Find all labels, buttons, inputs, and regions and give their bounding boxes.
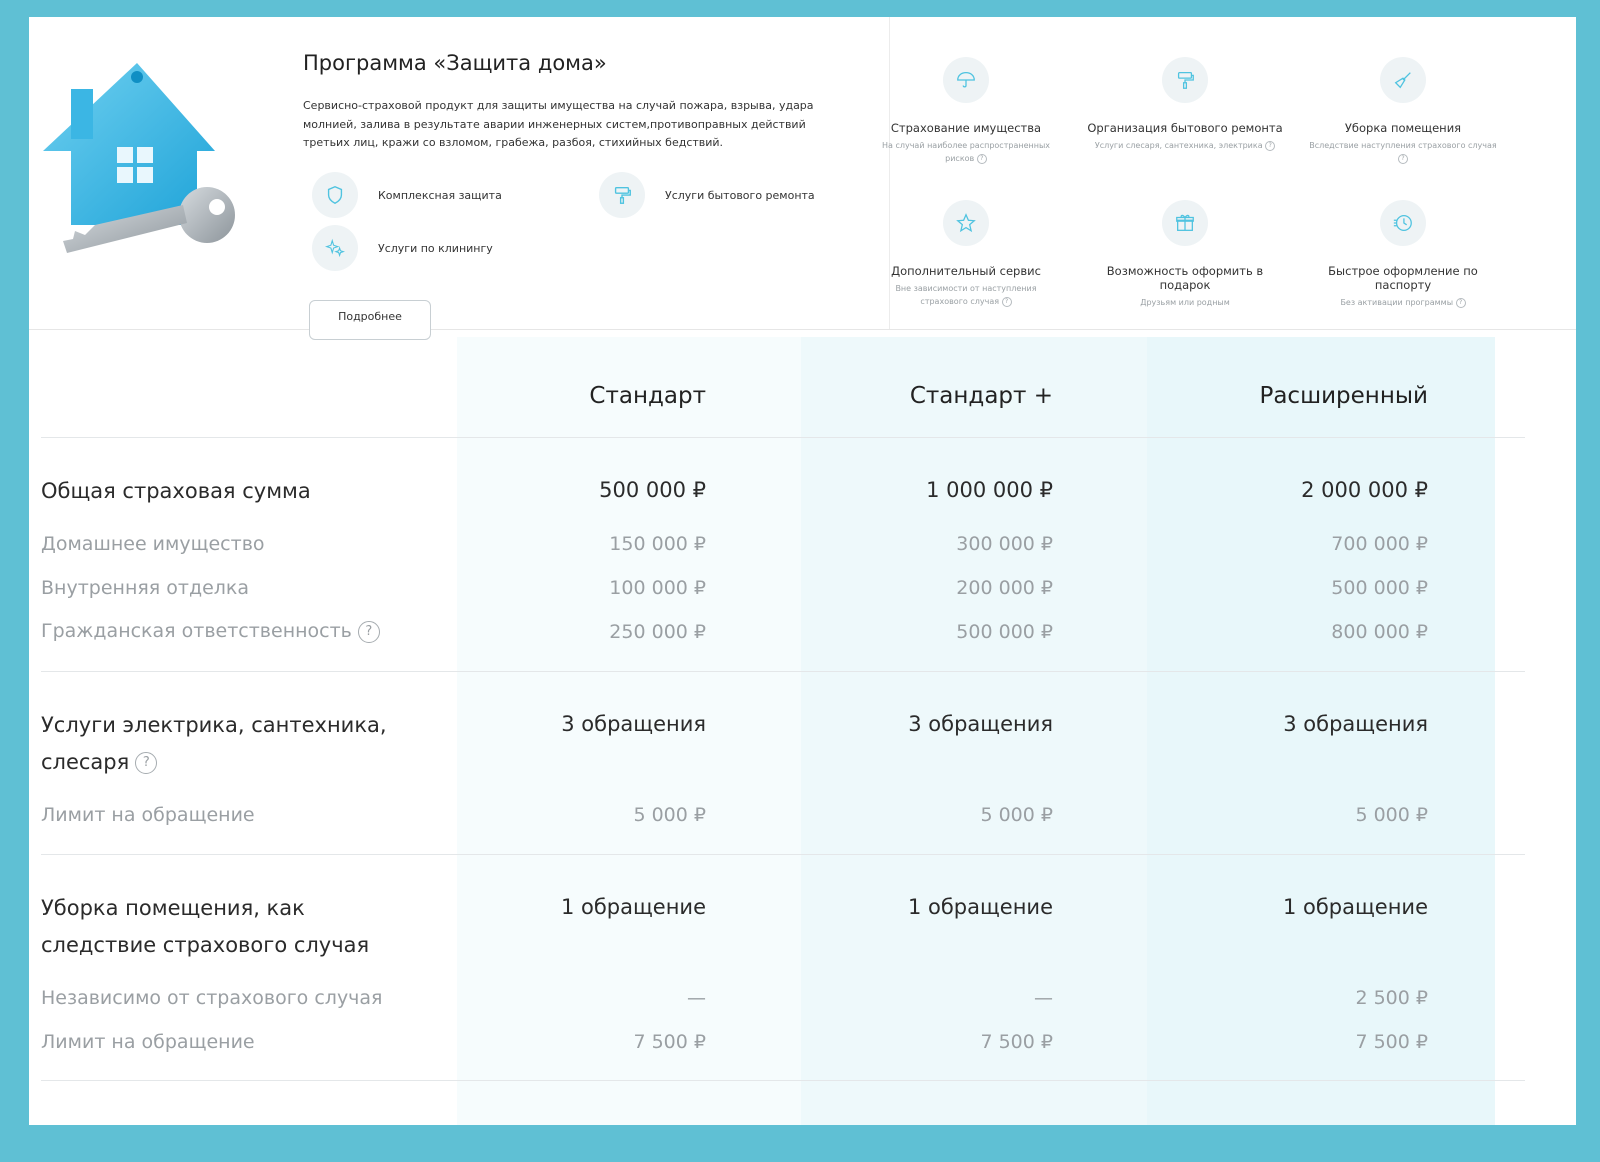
service-subtitle: Вследствие наступления страхового случая ? — [1309, 141, 1497, 162]
star-icon — [943, 200, 989, 246]
program-title: Программа «Защита дома» — [303, 51, 607, 75]
service-title: Страхование имущества — [890, 121, 1042, 135]
service-property-insurance — [866, 57, 1066, 165]
row-cleaning-label: Уборка помещения, как следствие страхового случая — [41, 896, 370, 957]
shield-icon — [312, 172, 358, 218]
row-finish-label: Внутренняя отделка — [41, 577, 250, 599]
cleaning-limit-standard-plus: 7 500 ₽ — [980, 1031, 1053, 1053]
feature-complex-protection — [312, 172, 502, 218]
finish-standard-plus: 200 000 ₽ — [956, 577, 1053, 599]
service-subtitle: Вне зависимости от наступления страхового случая ? — [895, 284, 1037, 306]
more-button[interactable]: Подробнее — [309, 300, 431, 340]
home-standard-plus: 300 000 ₽ — [956, 533, 1053, 555]
cleaning-limit-standard: 7 500 ₽ — [633, 1031, 706, 1053]
row-cleaning-limit-label: Лимит на обращение — [41, 1031, 255, 1053]
program-info — [29, 17, 890, 329]
service-title: Дополнительный сервис — [891, 264, 1041, 278]
divider — [41, 437, 1525, 438]
independent-standard-plus: — — [1034, 987, 1053, 1009]
repair-extended: 3 обращения — [1283, 712, 1428, 736]
cleaning-limit-extended: 7 500 ₽ — [1355, 1031, 1428, 1053]
help-icon[interactable]: ? — [358, 621, 380, 643]
finish-extended: 500 000 ₽ — [1331, 577, 1428, 599]
repair-limit-standard: 5 000 ₽ — [633, 804, 706, 826]
help-icon[interactable]: ? — [135, 752, 157, 774]
service-title: Организация бытового ремонта — [1087, 121, 1283, 135]
main-panel — [29, 17, 1576, 1125]
row-home-label: Домашнее имущество — [41, 533, 265, 555]
liability-standard-plus: 500 000 ₽ — [956, 621, 1053, 643]
plan-standard-plus: Стандарт + — [909, 383, 1053, 409]
home-standard: 150 000 ₽ — [609, 533, 706, 555]
help-icon[interactable]: ? — [1456, 298, 1466, 308]
gift-icon — [1162, 200, 1208, 246]
service-subtitle: Друзьям или родным — [1140, 298, 1230, 307]
service-additional — [866, 200, 1066, 308]
clock-icon — [1380, 200, 1426, 246]
service-subtitle: Услуги слесаря, сантехника, электрика ? — [1085, 139, 1285, 152]
feature-label: Услуги бытового ремонта — [665, 188, 815, 202]
independent-standard: — — [687, 987, 706, 1009]
row-repair-limit-label: Лимит на обращение — [41, 804, 255, 826]
broom-icon — [1380, 57, 1426, 103]
total-standard-plus: 1 000 000 ₽ — [926, 478, 1053, 502]
cleaning-extended: 1 обращение — [1282, 895, 1428, 919]
paint-roller-icon — [599, 172, 645, 218]
service-gift — [1085, 200, 1285, 309]
home-extended: 700 000 ₽ — [1331, 533, 1428, 555]
service-fast-passport — [1303, 200, 1503, 309]
service-subtitle: На случай наиболее распространенных рисков ? — [881, 141, 1051, 163]
divider — [41, 671, 1525, 672]
divider — [41, 1080, 1525, 1081]
service-title: Уборка помещения — [1344, 121, 1462, 135]
repair-limit-extended: 5 000 ₽ — [1355, 804, 1428, 826]
program-description: Сервисно-страховой продукт для защиты имущества на случай пожара, взрыва, удара молнией, залива в результате аварии инженерных систем,противоправных действий третьих лиц, кражи со взломом, грабежа, разбоя, стихийных бедствий. — [303, 99, 814, 149]
plan-standard: Стандарт — [589, 383, 706, 409]
row-total-label: Общая страховая сумма — [41, 479, 311, 503]
umbrella-icon — [943, 57, 989, 103]
service-title: Возможность оформить в подарок — [1106, 264, 1264, 292]
cleaning-standard: 1 обращение — [560, 895, 706, 919]
program-banner — [29, 17, 1576, 330]
finish-standard: 100 000 ₽ — [609, 577, 706, 599]
total-extended: 2 000 000 ₽ — [1301, 478, 1428, 502]
help-icon[interactable]: ? — [977, 154, 987, 164]
feature-repair — [599, 172, 815, 218]
repair-limit-standard-plus: 5 000 ₽ — [980, 804, 1053, 826]
feature-label: Услуги по клинингу — [378, 241, 493, 255]
feature-cleaning — [312, 225, 493, 271]
total-standard: 500 000 ₽ — [599, 478, 706, 502]
liability-standard: 250 000 ₽ — [609, 621, 706, 643]
divider — [41, 854, 1525, 855]
help-icon[interactable]: ? — [1265, 141, 1275, 151]
cleaning-standard-plus: 1 обращение — [907, 895, 1053, 919]
service-title: Быстрое оформление по паспорту — [1328, 264, 1478, 292]
paint-roller-icon — [1162, 57, 1208, 103]
service-subtitle: Без активации программы ? — [1303, 296, 1503, 309]
row-liability-label: Гражданская ответственность ? — [41, 620, 380, 643]
repair-standard-plus: 3 обращения — [908, 712, 1053, 736]
repair-standard: 3 обращения — [561, 712, 706, 736]
help-icon[interactable]: ? — [1002, 297, 1012, 307]
row-independent-label: Независимо от страхового случая — [41, 987, 383, 1009]
plan-extended: Расширенный — [1259, 383, 1428, 409]
feature-label: Комплексная защита — [378, 188, 502, 202]
house-key-illustration — [37, 55, 247, 255]
help-icon[interactable]: ? — [1398, 154, 1408, 164]
row-repair-label: Услуги электрика, сантехника, слесаря ? — [41, 713, 387, 774]
liability-extended: 800 000 ₽ — [1331, 621, 1428, 643]
service-home-repair — [1085, 57, 1285, 152]
independent-extended: 2 500 ₽ — [1355, 987, 1428, 1009]
sparkle-icon — [312, 225, 358, 271]
service-cleaning — [1303, 57, 1503, 165]
